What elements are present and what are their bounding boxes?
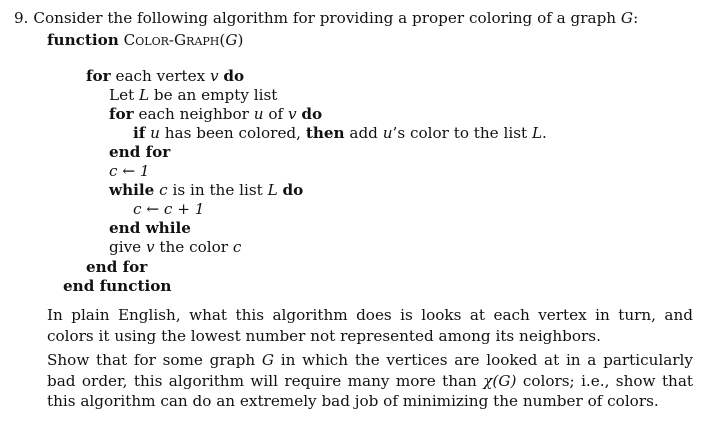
let-text: Let: [109, 86, 140, 104]
while-var-2: L: [267, 181, 278, 199]
task-paragraph: [47, 350, 693, 412]
explanation-text: In plain English, what this algorithm does is looks at each vertex in turn, and colors it using the lowest number not represented among its neighbors.: [47, 306, 693, 345]
assign-c-increment: c ← c + 1: [133, 200, 205, 218]
if-text-3: ’s color to the list: [392, 124, 532, 142]
while-var: c: [159, 181, 168, 199]
if-text-2: add: [344, 124, 383, 142]
function-close-paren: ): [237, 31, 244, 49]
problem-statement: [14, 8, 638, 28]
if-text-4: .: [542, 124, 547, 142]
graph-variable: G: [620, 9, 634, 27]
give-var-2: c: [232, 238, 242, 256]
let-line: [109, 85, 277, 105]
task-text-2: in which the vertices are looked at in a particularly bad order, this algorithm will require many more than: [47, 351, 693, 390]
assign-c-one: c ← 1: [109, 162, 150, 180]
if-line: [133, 123, 547, 143]
if-var-3: L: [531, 124, 543, 142]
let-text-2: be an empty list: [149, 86, 278, 104]
do-keyword: do: [301, 105, 323, 123]
for-keyword: for: [86, 67, 111, 85]
do-keyword: do: [282, 181, 304, 199]
while-keyword: while: [109, 181, 155, 199]
if-var-2: u: [382, 124, 393, 142]
function-header: [47, 30, 243, 50]
explanation-paragraph: [47, 305, 693, 346]
give-var: v: [145, 238, 155, 256]
then-keyword: then: [305, 124, 345, 142]
outer-for-line: [86, 66, 244, 86]
give-text-2: the color: [154, 238, 233, 256]
end-for-inner: end for: [109, 143, 171, 161]
inner-for-line: [109, 104, 322, 124]
give-text: give: [109, 238, 146, 256]
function-open-paren: (: [219, 31, 226, 49]
while-line: [109, 180, 303, 200]
for-var: v: [209, 67, 219, 85]
problem-number: 9.: [14, 9, 29, 27]
if-var: u: [150, 124, 160, 142]
chromatic-number: χ(G): [483, 371, 517, 390]
problem-prompt: Consider the following algorithm for providing a proper coloring of a graph: [33, 9, 621, 27]
if-text: has been colored,: [159, 124, 306, 142]
for-text-2: of: [263, 105, 288, 123]
end-while: end while: [109, 219, 191, 237]
task-graph-var: G: [261, 351, 275, 369]
end-function: end function: [63, 277, 172, 295]
prompt-suffix: :: [633, 9, 639, 27]
give-line: [109, 237, 241, 257]
for-var-v: v: [287, 105, 297, 123]
for-text: each neighbor: [133, 105, 254, 123]
for-var-u: u: [253, 105, 264, 123]
for-text: each vertex: [110, 67, 210, 85]
function-name: Color-Graph: [123, 31, 220, 49]
task-text: Show that for some graph: [47, 351, 262, 369]
if-keyword: if: [133, 124, 146, 142]
task-text-3: colors; i.e., show that this algorithm can do an extremely bad job of minimizing the number of colors.: [47, 371, 693, 410]
function-arg: G: [225, 31, 238, 49]
let-var: L: [139, 86, 150, 104]
do-keyword: do: [223, 67, 245, 85]
while-text: is in the list: [167, 181, 268, 199]
function-keyword: function: [47, 31, 119, 49]
end-for-outer: end for: [86, 258, 148, 276]
for-keyword: for: [109, 105, 134, 123]
